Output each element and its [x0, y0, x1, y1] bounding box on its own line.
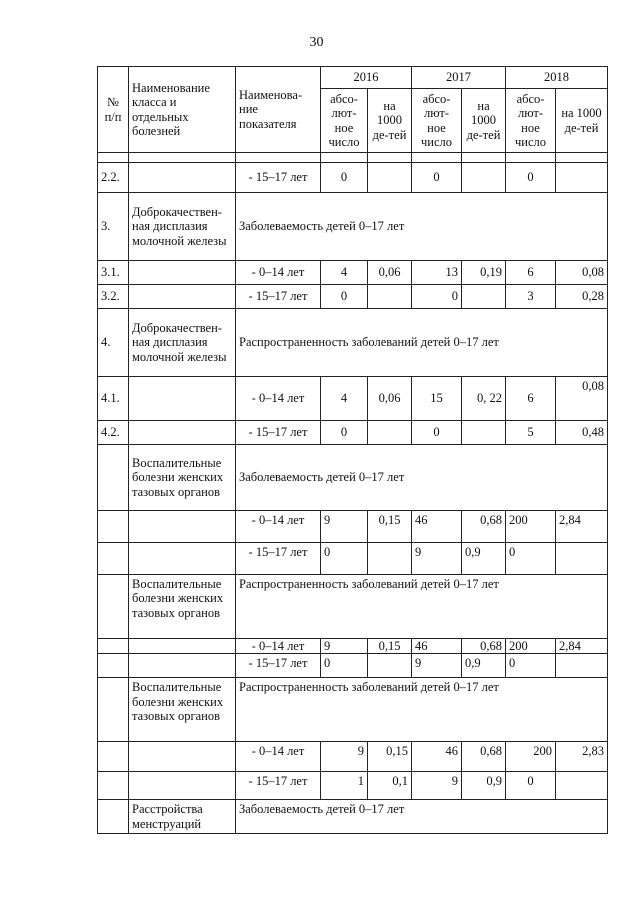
header-abs: абсо-лют-ное число — [412, 89, 462, 153]
table-row: - 0–14 лет 9 0,15 46 0,68 200 2,84 — [98, 639, 608, 654]
table-row: - 0–14 лет 9 0,15 46 0,68 200 2,84 — [98, 511, 608, 543]
table-row: 4.2. - 15–17 лет 0 0 5 0,48 — [98, 421, 608, 445]
header-num: № п/п — [98, 67, 129, 153]
table-row: - 15–17 лет 0 9 0,9 0 — [98, 543, 608, 575]
header-year-2016: 2016 — [321, 67, 412, 89]
section-row: Воспалительные болезни женских тазовых органов Распространенность заболеваний детей 0–17 лет — [98, 575, 608, 639]
table-row: 3.1. - 0–14 лет 4 0,06 13 0,19 6 0,08 — [98, 261, 608, 285]
header-rate: на 1000 де-тей — [462, 89, 506, 153]
table-row: 4.1. - 0–14 лет 4 0,06 15 0, 22 6 0,08 — [98, 377, 608, 421]
header-abs: абсо-лют-ное число — [321, 89, 368, 153]
section-row: Воспалительные болезни женских тазовых органов Распространенность заболеваний детей 0–17 лет — [98, 678, 608, 742]
header-class: Наименование класса и отдельных болезней — [129, 67, 236, 153]
section-row: 4. Доброкачествен-ная дисплазия молочной железы Распространенность заболеваний детей 0–17 лет — [98, 309, 608, 377]
page-number: 30 — [309, 35, 324, 50]
section-row: Воспалительные болезни женских тазовых органов Заболеваемость детей 0–17 лет — [98, 445, 608, 511]
header-year-2018: 2018 — [506, 67, 608, 89]
table-row: - 15–17 лет 0 9 0,9 0 — [98, 654, 608, 678]
header-rate: на 1000 де-тей — [368, 89, 412, 153]
section-row: 3. Доброкачествен-ная дисплазия молочной железы Заболеваемость детей 0–17 лет — [98, 193, 608, 261]
statistics-table — [97, 66, 608, 834]
header-indicator: Наименова-ние показателя — [236, 67, 321, 153]
section-row: Расстройства менструаций Заболеваемость детей 0–17 лет — [98, 800, 608, 834]
header-abs: абсо-лют-ное число — [506, 89, 556, 153]
header-year-2017: 2017 — [412, 67, 506, 89]
table-row: 3.2. - 15–17 лет 0 0 3 0,28 — [98, 285, 608, 309]
table-row: - 0–14 лет 9 0,15 46 0,68 200 2,83 — [98, 742, 608, 772]
header-rate: на 1000 де-тей — [556, 89, 608, 153]
table-row: - 15–17 лет 1 0,1 9 0,9 0 — [98, 772, 608, 800]
table-row: 2.2. - 15–17 лет 0 0 0 — [98, 163, 608, 193]
